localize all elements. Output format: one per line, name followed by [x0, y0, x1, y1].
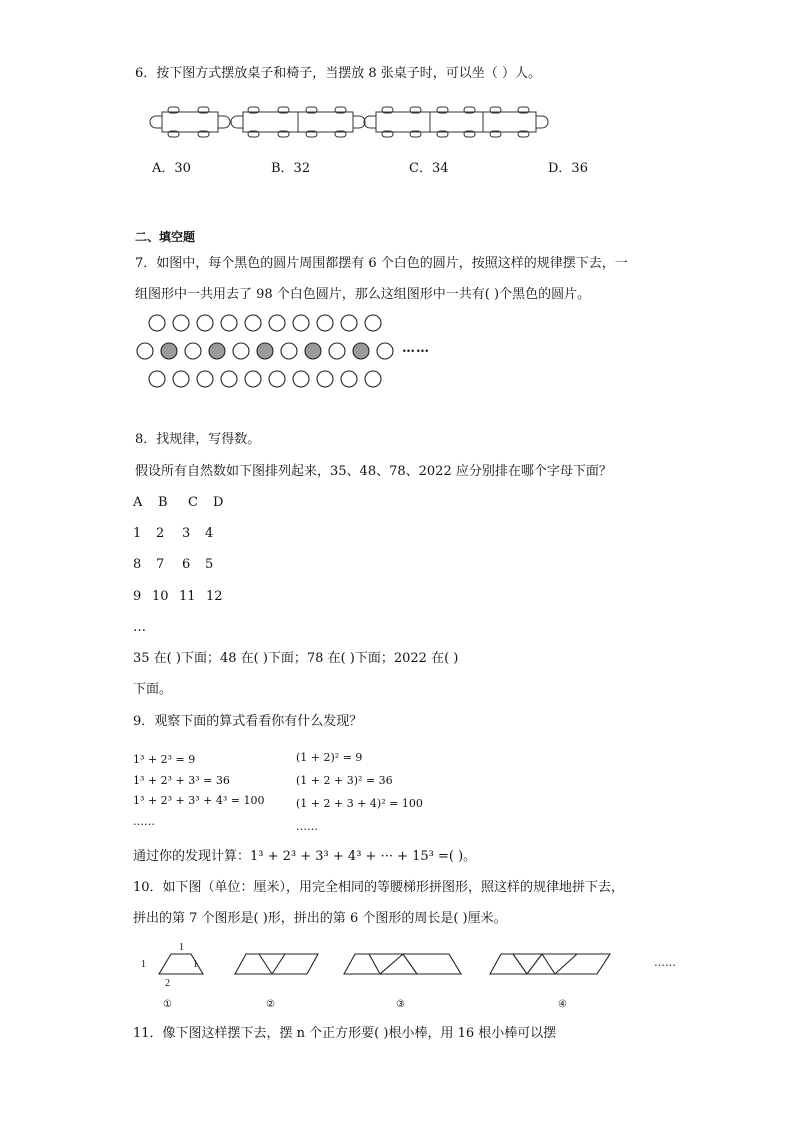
q8-cell: C: [188, 495, 198, 510]
q10-ellipsis: ……: [654, 956, 676, 969]
white-circle: [293, 371, 309, 387]
trapezoid-2: [235, 954, 318, 974]
white-circle: [365, 315, 381, 331]
black-circle: [209, 343, 225, 359]
white-circle: [173, 371, 189, 387]
table-group-1: [150, 107, 230, 137]
q9-left-eq: 1³ + 2³ + 3³ + 4³ = 100: [133, 794, 265, 807]
q10-line1: 10．如下图（单位：厘米），用完全相同的等腰梯形拼图形，照这样的规律地拼下去，: [133, 880, 625, 895]
q9-right-eq: (1 + 2 + 3)² = 36: [296, 774, 393, 787]
white-circle: [329, 343, 345, 359]
q8-cell: 4: [205, 526, 214, 541]
trapezoid-3: [344, 954, 461, 974]
white-circle: [197, 315, 213, 331]
q8-title: 8．找规律，写得数。: [135, 432, 261, 447]
white-circle: [245, 371, 261, 387]
q8-cell: B: [158, 495, 168, 510]
table-group-2: [231, 107, 365, 137]
q7-ellipsis: ……: [402, 341, 430, 356]
white-circle: [233, 343, 249, 359]
white-circle: [377, 343, 393, 359]
white-circle: [341, 315, 357, 331]
q8-cell: 12: [206, 589, 223, 604]
q8-answer-line1: 35 在( )下面；48 在( )下面；78 在( )下面；2022 在( ): [133, 651, 459, 666]
q9-right-eq: (1 + 2 + 3 + 4)² = 100: [296, 797, 423, 810]
white-circle: [269, 315, 285, 331]
black-circle: [161, 343, 177, 359]
q8-dots: …: [133, 620, 146, 635]
white-circle: [221, 315, 237, 331]
white-circle: [221, 371, 237, 387]
q9-right-eq: (1 + 2)² = 9: [296, 751, 363, 764]
q9-left-dots: ……: [133, 815, 155, 828]
q11-text: 11．像下图这样摆下去，摆 n 个正方形要( )根小棒，用 16 根小棒可以摆: [133, 1026, 557, 1041]
q8-question: 假设所有自然数如下图排列起来，35、48、78、2022 应分别排在哪个字母下面？: [135, 464, 612, 479]
table-group-3: [364, 107, 548, 137]
q6-option-c: C．34: [409, 161, 449, 176]
q6-text: 6．按下图方式摆放桌子和椅子，当摆放 8 张桌子时，可以坐（ ）人。: [135, 66, 541, 81]
trapezoid-bottom-label: 2: [165, 978, 170, 989]
white-circle: [317, 371, 333, 387]
q6-tables-figure: [148, 104, 548, 140]
figure-label-2: ②: [266, 999, 275, 1010]
q9-calc: 通过你的发现计算：1³ + 2³ + 3³ + 4³ + ··· + 15³ =( )。: [133, 849, 477, 864]
q8-cell: D: [213, 495, 224, 510]
q8-cell: 5: [205, 557, 214, 572]
q8-answer-line2: 下面。: [133, 682, 173, 697]
white-circle: [149, 371, 165, 387]
q6-option-d: D．36: [548, 161, 588, 176]
q9-left-eq: 1³ + 2³ = 9: [133, 753, 196, 766]
white-circle: [149, 315, 165, 331]
q8-cell: 9: [133, 589, 142, 604]
q8-cell: 7: [156, 557, 165, 572]
figure-label-1: ①: [163, 999, 172, 1010]
q8-cell: 3: [182, 526, 191, 541]
white-circle: [137, 343, 153, 359]
q7-line1: 7．如图中，每个黑色的圆片周围都摆有 6 个白色的圆片，按照这样的规律摆下去，一: [135, 256, 628, 271]
white-circle: [293, 315, 309, 331]
q10-line2: 拼出的第 7 个图形是( )形，拼出的第 6 个图形的周长是( )厘米。: [133, 911, 507, 926]
white-circle: [317, 315, 333, 331]
white-circle: [173, 315, 189, 331]
white-circle: [341, 371, 357, 387]
trapezoid-4: [490, 954, 610, 974]
q7-circles-figure: [135, 312, 395, 390]
figure-label-4: ④: [558, 999, 567, 1010]
white-circle: [365, 371, 381, 387]
q8-cell: A: [133, 495, 143, 510]
q8-cell: 8: [133, 557, 142, 572]
trapezoid-top-label: 1: [179, 942, 184, 953]
black-circle: [305, 343, 321, 359]
q6-option-b: B．32: [271, 161, 311, 176]
q8-cell: 1: [133, 526, 142, 541]
figure-label-3: ③: [396, 999, 405, 1010]
q7-line2: 组图形中一共用去了 98 个白色圆片，那么这组图形中一共有( )个黑色的圆片。: [135, 287, 591, 302]
q8-cell: 2: [156, 526, 165, 541]
white-circle: [197, 371, 213, 387]
black-circle: [353, 343, 369, 359]
white-circle: [281, 343, 297, 359]
black-circle: [257, 343, 273, 359]
trapezoid-left-label: 1: [141, 959, 146, 970]
q8-cell: 11: [179, 589, 196, 604]
section-title: 二、填空题: [135, 230, 196, 244]
q6-option-a: A．30: [152, 161, 191, 176]
q10-trapezoid-figure: [135, 940, 680, 1015]
trapezoid-right-label: 1: [193, 959, 198, 970]
white-circle: [269, 371, 285, 387]
q9-left-eq: 1³ + 2³ + 3³ = 36: [133, 774, 230, 787]
q9-title: 9．观察下面的算式看看你有什么发现？: [133, 714, 363, 729]
q8-cell: 10: [152, 589, 169, 604]
white-circle: [245, 315, 261, 331]
q9-right-dots: ……: [296, 820, 318, 833]
q8-cell: 6: [182, 557, 191, 572]
white-circle: [185, 343, 201, 359]
